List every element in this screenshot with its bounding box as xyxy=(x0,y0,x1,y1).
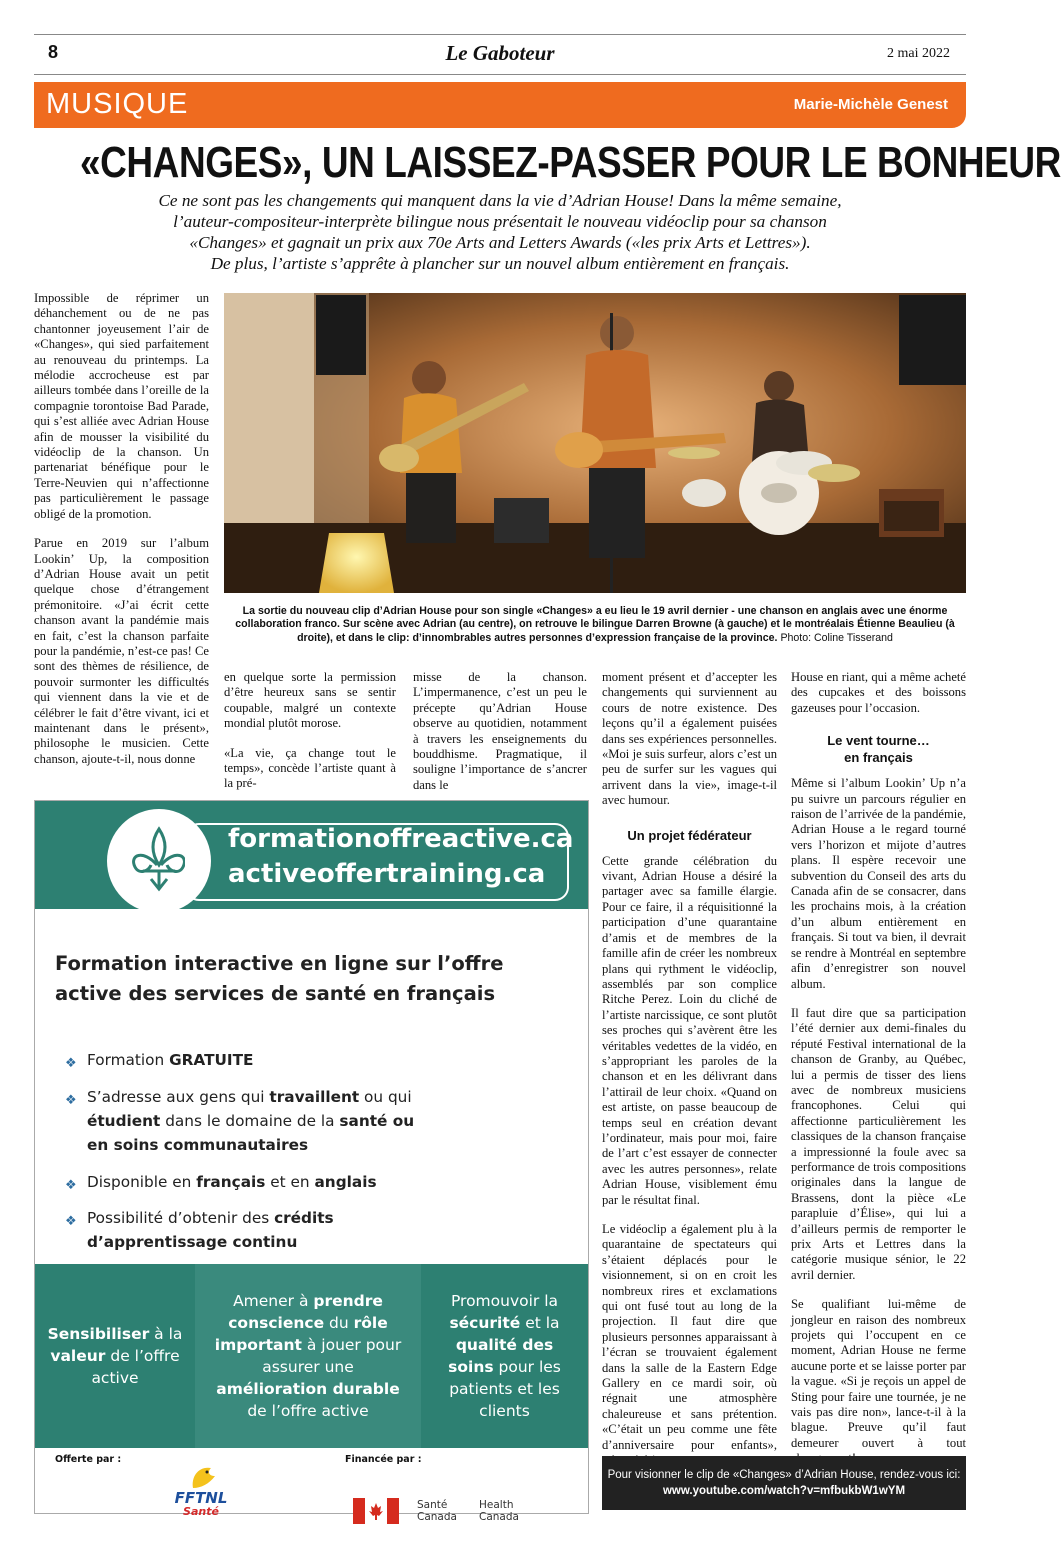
headline: «CHANGES», UN LAISSEZ-PASSER POUR LE BONHEUR xyxy=(80,138,1061,187)
bullet-item: ❖ S’adresse aux gens qui travaillent ou qui étudient dans le domaine de la santé ou en soins communautaires xyxy=(65,1088,415,1154)
bullet-item: ❖ Formation GRATUITE xyxy=(65,1048,425,1072)
health-canada-label: Health Canada xyxy=(479,1499,519,1523)
funded-by-label: Financée par : xyxy=(345,1454,422,1465)
paragraph: Se qualifiant lui-même de jongleur en raison des nombreux projets qui l’occupent en ce moment, Adrian House ne ferme aucune porte et se laisse porter par la vague. «Si je reçois un appel de Sting pour faire une tournée, je ne vais pas dire non», lance-t-il à la blague. Preuve qu’il faut demeurer ouvert à tout xyxy=(791,1297,966,1450)
diamond-icon: ❖ xyxy=(65,1178,77,1193)
page-number: 8 xyxy=(48,42,59,62)
canada-flag-icon xyxy=(353,1498,399,1524)
concert-photo xyxy=(224,293,966,593)
goal-panel-role: Amener à prendre conscience du rôle important à jouer pour assurer une amélioration durable de l’offre active xyxy=(195,1264,421,1448)
photo-credit: Photo: Coline Tisserand xyxy=(780,631,893,644)
fftnl-logo: FFTNL Santé xyxy=(174,1489,228,1518)
issue-date: 2 mai 2022 xyxy=(887,46,950,61)
video-url[interactable]: www.youtube.com/watch?v=mfbukbW1wYM xyxy=(662,1485,906,1497)
section-name: MUSIQUE xyxy=(46,88,189,120)
paragraph: Il faut dire que sa participation l’été dernier aux demi-finales du réputé Festival international de la chanson de Granby, au Québec, lui a permis de tisser des liens avec de nombreux musiciens francophones. Celui qui affectionne particulièrement les classiques de la chanson française a impressionné la foule avec sa performance de trois compositions originales dans la langue de Brassens, dont la pièce «Le parapluie d’Élise», qui lui a d’ailleurs permis de remporter le prix Arts et Lettres dans la catégorie musique sénior, le 22 avril dernier. xyxy=(791,1005,966,1282)
lede-line: De plus, l’artiste s’apprête à plancher sur un nouvel album entièrement en français. xyxy=(210,254,790,273)
ad-title: Formation interactive en ligne sur l’offre active des services de santé en français xyxy=(55,952,504,1005)
diamond-icon: ❖ xyxy=(65,1056,77,1071)
masthead: Le Gaboteur xyxy=(445,41,555,65)
top-rule xyxy=(34,34,966,35)
paragraph: Parue en 2019 sur l’album Lookin’ Up, la composition d’Adrian House avait un petit quelque chose d’étrangement prémonitoire. «J’ai écrit cette chanson avant la pandémie mais en fait, c’est la chanson parfaite pour la pandémie, n’est-ce pas! Ce sont des thèmes de résilience, de pouvoir surmonter les difficultés qui viennent dans la vie et de célébrer le fait d’être vivant, ici et maintenant dans le présent», philosophe le musicien. Cette chanson, ajoute-t-il, nous donne xyxy=(34,536,209,766)
url-french[interactable]: formationoffreactive.ca xyxy=(228,824,574,854)
column-2 xyxy=(224,670,396,806)
bullet-item: ❖ Disponible en français et en anglais xyxy=(65,1170,425,1194)
paragraph: Impossible de réprimer un déhanchement ou de ne pas chantonner joyeusement l’air de «Changes», qui sied parfaitement au renouveau du printemps. La mélodie accrocheuse est par ailleurs tombée dans l’oreille de la compagnie torontoise Bad Parade, qui s’est alliée avec Adrian House afin de mousser la visibilité du vidéoclip de la chanson. Un partenariat bénéfique pour le Terre-Neuvien qui n’affectionne pas particulièrement le passage obligé de la promotion. xyxy=(34,291,209,521)
paragraph: misse de la chanson. L’impermanence, c’est un peu le précepte qu’Adrian House observe au quotidien, notamment à travers les enseignements du bouddhisme. Pragmatique, il souligne l’importance de s’ancrer dans le xyxy=(413,670,587,792)
offered-by-label: Offerte par : xyxy=(55,1454,122,1465)
column-3 xyxy=(413,670,587,807)
lede-line: «Changes» et gagnait un prix aux 70e Arts and Letters Awards («les prix Arts et Lettres»). xyxy=(189,233,811,252)
paragraph: Le vidéoclip a également plu à la quarantaine de spectateurs qui s’étaient déplacés pour le visionnement, si on en croit les nombreux rires et exclamations qui ont fusé tout au long de la projection. Il faut dire que plusieurs personnes apparaissant à l’écran se trouvaient également dans la salle de la Eastern Edge Gallery en ce mardi soir, où régnait une atmosphère chaleureuse et sans prétention. «C’était un peu comme une fête d’anniversaire pour enfants», xyxy=(602,1222,777,1452)
paragraph: House en riant, qui a même acheté des cupcakes et des boissons gazeuses pour l’occasion. xyxy=(791,670,966,715)
subheading-vent-tourne: Le vent tourne… en français xyxy=(827,733,930,766)
paragraph: Cette grande célébration du vivant, Adrian House a désiré la partager avec sa famille élargie. Pour ce faire, il a réquisitionné la participation d’une quarantaine d’amis et de membres de la famille afin de créer les nombreux plans qui rythment le vidéoclip, assemblés par son complice Ritche Perez. Loin du cliché de l’artiste narcissique, ce sont plutôt ses proches qui s’avèrent être les véritables vedettes de la vidéo, en s’appropriant les paroles de la chanson et en les délivrant dans l’attirail de leur choix. «Quand on est artiste, on passe beaucoup de temps seul en création devant l’ordinateur, mais pour moi, faire de l’art c’est essayer de connecter avec les autres personnes», relate Adrian House, visiblement ému par le résultat final. xyxy=(602,853,777,1207)
ad-goals-band xyxy=(35,1264,588,1448)
bullet-item: ❖ Possibilité d’obtenir des crédits d’apprentissage continu xyxy=(65,1209,334,1251)
column-5 xyxy=(791,670,966,1481)
goal-panel-quality: Promouvoir la sécurité et la qualité des soins pour les patients et les clients xyxy=(448,1292,561,1420)
lede-line: Ce ne sont pas les changements qui manquent dans la vie d’Adrian House! Dans la même semaine, xyxy=(158,191,842,210)
diamond-icon: ❖ xyxy=(65,1214,77,1229)
header-rule xyxy=(34,74,966,75)
lede xyxy=(80,190,920,274)
column-1 xyxy=(34,291,209,781)
url-english[interactable]: activeoffertraining.ca xyxy=(228,859,546,889)
sante-canada-label: Santé Canada xyxy=(417,1499,457,1523)
column-4 xyxy=(602,670,777,1483)
byline: Marie-Michèle Genest xyxy=(793,96,948,113)
paragraph: «La vie, ça change tout le temps», concède l’artiste quant à la pré- xyxy=(224,745,396,791)
photo-caption xyxy=(224,605,966,645)
paragraph: en quelque sorte la permission d’être heureux sans se sentir coupable, malgré un contexte mondial plutôt morose. xyxy=(224,670,396,731)
caption-text: La sortie du nouveau clip d’Adrian House pour son single «Changes» a eu lieu le 19 avril dernier - une chanson en anglais avec une énorme collaboration franco. Sur scène avec Adrian (au centre), on retrouve le bilingue Darren Browne (à gauche) et le montréalais Étienne Beaulieu (à droite), et dans le clip: d’innombrables autres personnes d’expression française de la province. xyxy=(235,605,955,644)
paragraph: moment présent et d’accepter les changements qui surviennent au cours de notre existence. Des leçons qu’il a également puisées dans ses expériences personnelles. «Moi je suis surfeur, alors c’est un peu de surfer sur les vagues qui arrivent dans la vie», image-t-il avec humour. xyxy=(602,670,777,808)
diamond-icon: ❖ xyxy=(65,1093,77,1108)
link-intro: Pour visionner le clip de «Changes» d’Adrian House, rendez-vous ici: xyxy=(607,1469,961,1481)
fftnl-bird-icon xyxy=(185,1462,219,1492)
ad-footer xyxy=(35,1448,588,1523)
advertisement[interactable] xyxy=(34,800,589,1523)
paragraph: Même si l’album Lookin’ Up n’a pu suivre un parcours régulier en raison de l’arrivée de la pandémie, Adrian House a le regard tourné vers l’horizon et mijote d’autres plans. Il espère recevoir une subvention du Conseil des arts du Canada afin de se consacrer, dans les prochains mois, à la création d’un album entièrement en français. Si tout va bien, il devrait se rendre à Montréal en septembre afin d’enregistrer son nouvel album. xyxy=(791,776,966,991)
goal-panel-awareness: Sensibiliser à la valeur de l’offre active xyxy=(47,1325,183,1387)
video-link-box[interactable] xyxy=(602,1456,966,1510)
lede-line: l’auteur-compositeur-interprète bilingue nous présentait le nouveau vidéoclip pour sa chanson xyxy=(173,212,827,231)
subheading-federateur: Un projet fédérateur xyxy=(627,827,752,843)
